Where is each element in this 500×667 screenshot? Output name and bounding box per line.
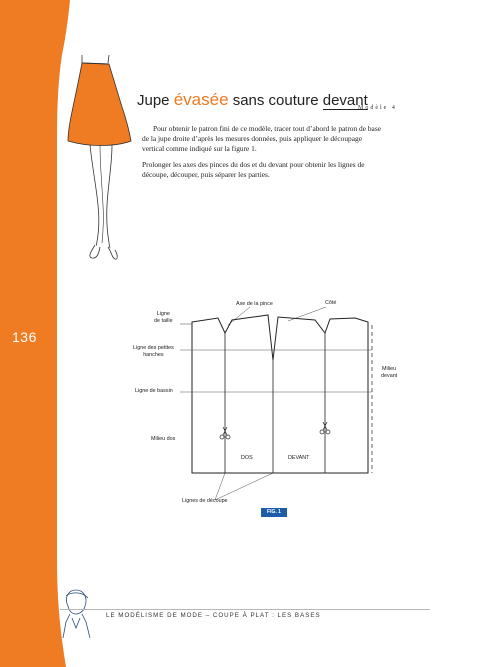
label-ligne-de-taille: Ligne de taille [154, 311, 173, 324]
label-devant: DEVANT [288, 455, 310, 461]
paragraph-2: Prolonger les axes des pinces du dos et du devant pour obtenir les lignes de découpe, découper, puis séparer les parties. [142, 160, 365, 179]
page-title [137, 90, 368, 110]
pattern-diagram [140, 295, 390, 510]
label-milieu-dos: Milieu dos [151, 436, 176, 442]
woman-sketch-illustration [60, 588, 94, 638]
label-cote: Côté [325, 300, 337, 306]
paragraph-1: Pour obtenir le patron fini de ce modèle, tracer tout d’abord le patron de base de la jupe droite d’après les mesures données, puis appliquer le découpage vertical comme indiqué sur la figure 1. [142, 124, 381, 153]
figure-tag: FIG. 1 [261, 508, 287, 517]
skirt-model-illustration [60, 55, 145, 265]
label-ligne-de-bassin: Ligne de bassin [135, 388, 173, 394]
title-underlined: devant [322, 92, 368, 109]
label-lignes-de-decoupe: Lignes de découpe [182, 498, 228, 504]
footer-rule [60, 609, 430, 610]
label-milieu-devant: Milieu devant [381, 366, 398, 379]
label-axe-pince: Axe de la pince [236, 301, 273, 307]
pattern-outline [192, 315, 368, 473]
title-middle: sans couture [228, 92, 323, 109]
label-dos: DOS [241, 455, 253, 461]
title-prefix: Jupe [137, 92, 174, 109]
page-footer: LE MODÉLISME DE MODE – COUPE À PLAT : LES BASES [106, 612, 321, 619]
modele-label: Modèle 4 [358, 105, 397, 111]
label-ligne-petites-hanches: Ligne des petites hanches [133, 345, 174, 358]
title-accent: évasée [173, 90, 229, 109]
page-number: 136 [12, 329, 37, 345]
